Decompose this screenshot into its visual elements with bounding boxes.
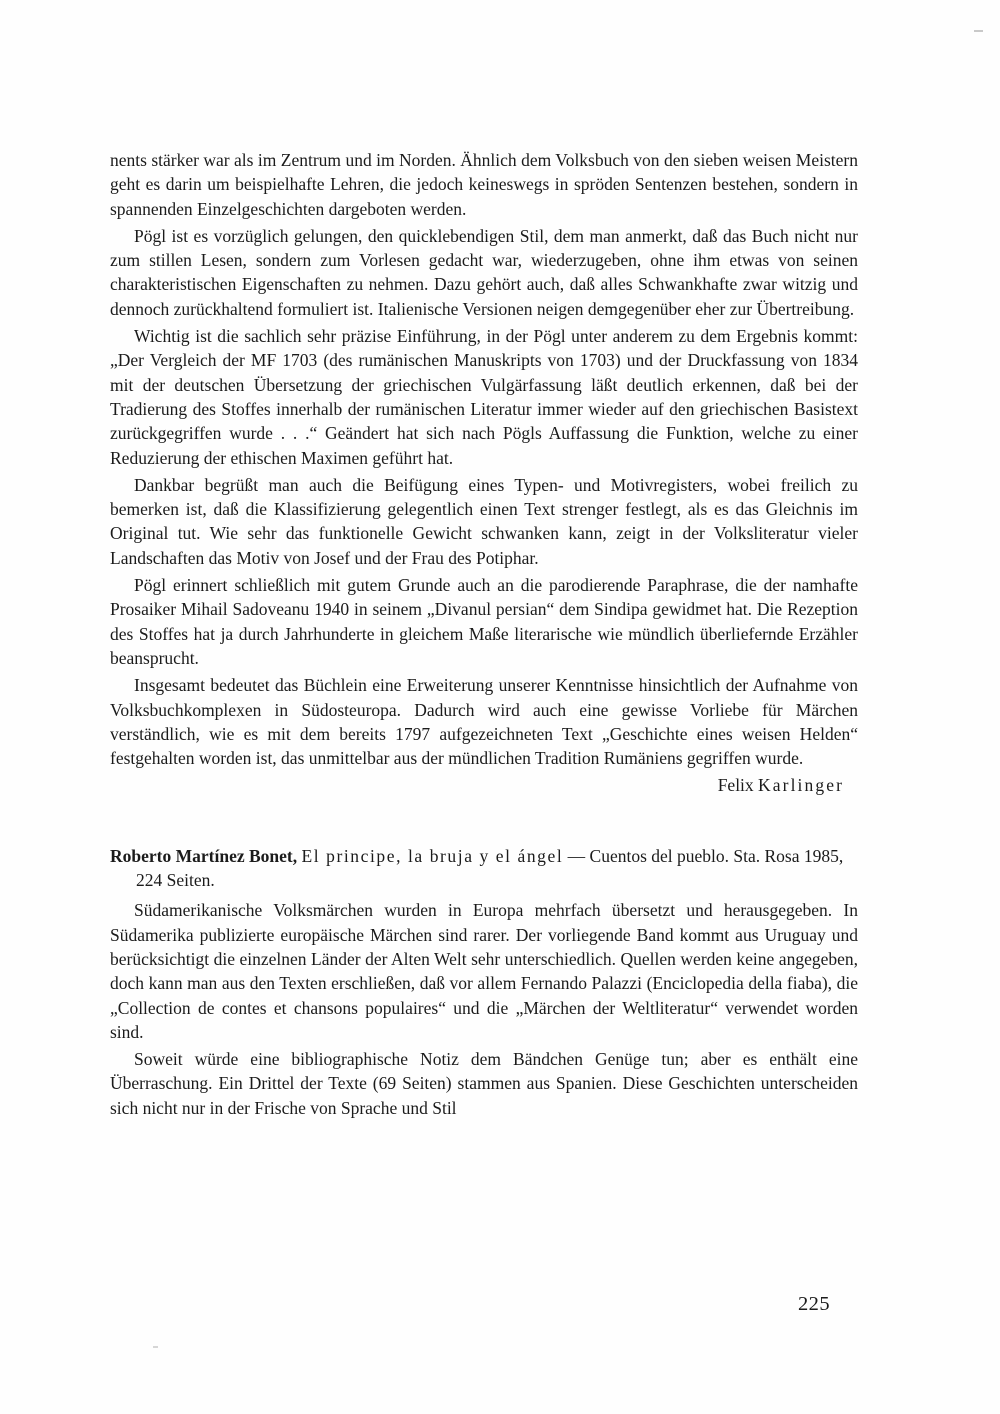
paragraph: Südamerikanische Volksmärchen wurden in Europa mehrfach übersetzt und herausgegeben. In Südamerika publizierte europäische Märchen sind rarer. Der vorliegende Band kommt aus Uruguay und berücksichtigt die einzelnen Länder der Alten Welt sehr unterschiedlich. Quellen werden keine angegeben, doch kann man aus den Texten erschließen, daß vor allem Fernando Palazzi (Enciclopedia della fiaba), die „Collection de contes et chansons populaires“ und die „Märchen der Weltliteratur“ verwendet worden sind.: [110, 900, 858, 1042]
review-heading: [110, 844, 858, 893]
page-number: 225: [798, 1293, 830, 1315]
scan-artifact: [153, 1346, 158, 1348]
text-block: [110, 148, 858, 1120]
paragraph: Dankbar begrüßt man auch die Beifügung eines Typen- und Motivregisters, wobei freilich zu bemerken ist, daß die Klassifizierung gelegentlich einen Text strenger festlegt, als es das Gleichnis im Original tut. Wie sehr das funktionelle Gewicht schwanken kann, zeigt in der Volksliteratur vieler Landschaften das Motiv von Josef und der Frau des Potiphar.: [110, 474, 858, 568]
review-bonet: [110, 844, 858, 1120]
paragraph: Pögl erinnert schließlich mit gutem Grunde auch an die parodierende Paraphrase, die der namhafte Prosaiker Mihail Sadoveanu 1940 in seinem „Divanul persian“ dem Sindipa gewidmet hat. Die Rezeption des Stoffes hat ja durch Jahrhunderte in gleichem Maße literarische wie mündlich überliefernde Erzähler beansprucht.: [110, 575, 858, 668]
paragraph: Wichtig ist die sachlich sehr präzise Einführung, in der Pögl unter anderem zu dem Ergebnis kommt: „Der Vergleich der MF 1703 (des rumänischen Manuskripts von 1703) und der Druckfassung von 1834 mit der deutschen Übersetzung der griechischen Vulgärfassung läßt deutlich erkennen, daß bei der Tradierung des Stoffes innerhalb der rumänischen Literatur immer wieder auf den griechischen Basistext zurückgegriffen wurde . . .“ Geändert hat sich nach Pögls Auffassung die Funktion, welche zu einer Reduzierung der ethischen Maximen geführt hat.: [110, 326, 858, 468]
paragraph: Pögl ist es vorzüglich gelungen, den quicklebendigen Stil, dem man anmerkt, daß das Buch nicht nur zum stillen Lesen, sondern zum Vorlesen gedacht war, wiederzugeben, ohne ihm etwas von seinen charakteristischen Eigenschaften zu nehmen. Dazu gehört auch, daß alles Schwankhafte zwar witzig und dennoch zurückhaltend formuliert ist. Italienische Versionen neigen demgegenüber eher zur Übertreibung.: [110, 225, 858, 319]
review-karlinger: [110, 148, 858, 798]
scan-artifact: [974, 30, 983, 32]
paragraph: Soweit würde eine bibliographische Notiz dem Bändchen Genüge tun; aber es enthält eine Überraschung. Ein Drittel der Texte (69 Seiten) stammen aus Spanien. Diese Geschichten unterscheiden sich nicht nur in der Frische von Sprache und Stil: [110, 1049, 858, 1118]
signature-first-name: Felix: [717, 775, 754, 796]
review-author: Roberto Martínez Bonet,: [110, 845, 298, 866]
paragraph: nents stärker war als im Zentrum und im Norden. Ähnlich dem Volksbuch von den sieben weisen Meistern geht es darin um beispielhafte Lehren, die jedoch keineswegs in spröden Sentenzen bestehen, sondern in spannenden Einzelgeschichten dargeboten werden.: [110, 150, 858, 219]
paragraph: Insgesamt bedeutet das Büchlein eine Erweiterung unserer Kenntnisse hinsichtlich der Aufnahme von Volksbuchkomplexen in Südosteuropa. Dadurch wird auch eine gewisse Vorliebe für Märchen verständlich, wie es mit dem bereits 1797 aufgezeichneten Text „Geschichte eines weisen Helden“ festgehalten worden ist, das unmittelbar aus der mündlichen Tradition Rumäniens gegriffen wurde.: [110, 675, 858, 769]
review-title: El principe, la bruja y el ángel: [301, 845, 564, 866]
reviewer-signature: [110, 773, 858, 797]
review-bibliographic-info: — Cuentos del pueblo. Sta. Rosa 1985, 224 Seiten.: [136, 845, 844, 891]
signature-last-name: Karlinger: [758, 775, 844, 796]
